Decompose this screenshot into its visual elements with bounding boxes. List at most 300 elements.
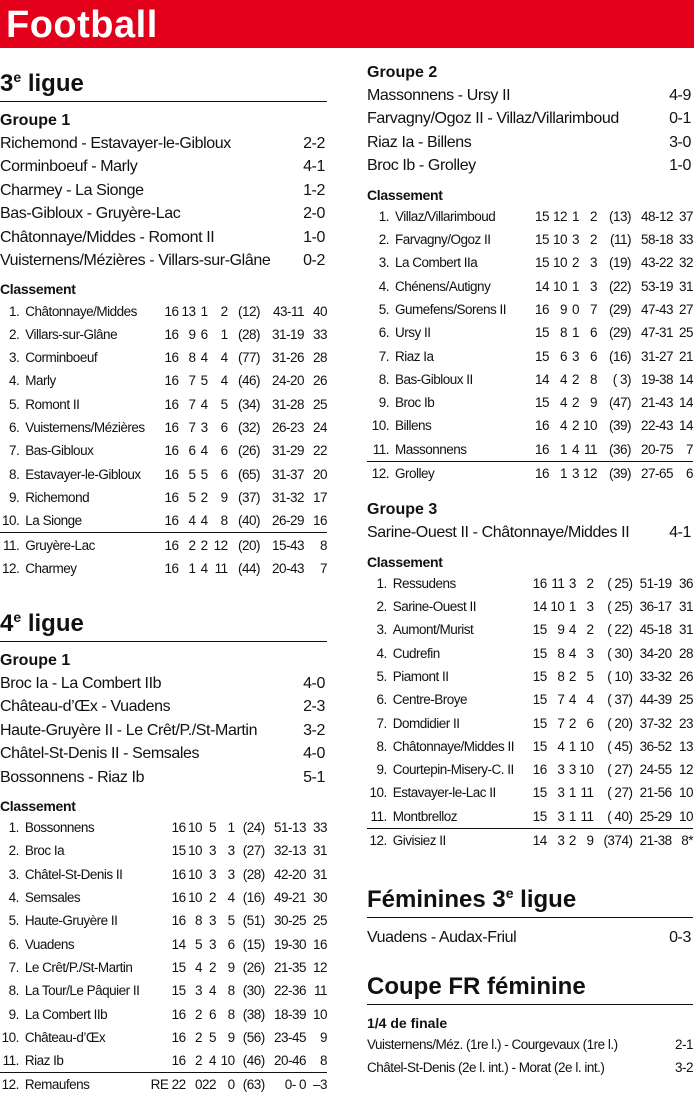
standings-cell: 16 [164,373,179,389]
standings-row [0,509,327,533]
standings-cell: Vuadens [24,936,75,952]
standings-cell: 43-22 [640,255,673,271]
standings-cell: 3. [376,622,387,638]
standings-cell: (24) [242,820,265,836]
match-row [367,154,693,177]
standings-cell: 47-43 [640,301,673,317]
standings-cell: 51-13 [273,820,306,836]
standings-cell: 1. [378,208,389,224]
standings-table [367,572,693,853]
standings-cell: 30-25 [273,913,306,929]
standings-row [0,839,327,862]
classement-title: Classement [367,186,443,203]
match-list [367,84,693,178]
standings-cell: La Tour/Le Pâquier II [24,983,140,999]
standings-cell: 3 [194,983,202,999]
standings-cell: 31-29 [271,443,304,459]
match-row [0,742,327,765]
standings-cell: 3 [557,785,565,801]
standings-row [367,205,693,228]
standings-cell: 11 [551,575,565,591]
standings-cell: 26 [312,373,327,389]
match-score: 1-2 [303,181,325,199]
standings-cell: Châtonnaye/Middes [25,303,137,319]
standings-cell: 4 [227,890,235,906]
standings-cell: 10 [552,232,567,248]
standings-cell: 15 [534,348,549,364]
standings-row [0,1002,327,1025]
match-score: 2-1 [674,1036,693,1052]
match-score: 0-1 [669,110,691,128]
standings-row [0,1026,327,1049]
standings-cell: 1 [568,599,576,615]
standings-cell: 4 [220,373,228,389]
standings-row [367,781,693,804]
standings-cell: 14 [534,278,549,294]
standings-cell: (11) [609,232,631,248]
section-title-4e-ligue: 4e ligue [0,602,327,642]
standings-cell: Centre-Broye [392,692,468,708]
match-row [367,1056,693,1079]
match-teams: Massonnens - Ursy II [367,87,511,104]
standings-cell: 9 [220,489,228,505]
match-row [0,226,327,249]
standings-row [367,391,693,414]
standings-cell: 49-21 [273,890,306,906]
standings-cell: (40) [228,509,260,533]
standings-cell: 10 [187,866,202,882]
section-title-feminines: Féminines 3e ligue [367,878,693,918]
classement-title: Classement [367,553,443,570]
match-teams: Châtel-St-Denis (2e l. int.) - Morat (2e l. int.) [367,1059,605,1075]
standings-row [0,486,327,509]
match-teams: Broc Ib - Grolley [367,157,476,175]
standings-cell: 27 [678,301,693,317]
standings-cell: 16 [164,560,179,576]
standings-cell: ( 27) [607,785,633,801]
standings-cell: 2. [376,599,387,615]
standings-row [367,251,693,274]
standings-cell: 11 [576,805,594,829]
standings-cell: 10. [0,509,19,533]
standings-row [0,346,327,369]
left-column [0,52,327,1097]
standings-cell: 15 [171,959,186,975]
standings-cell: 31 [312,843,327,859]
standings-cell: 4. [9,373,20,389]
standings-cell: 22 [201,1077,217,1093]
standings-cell: 7 [557,715,565,731]
standings-cell: 14 [171,936,186,952]
standings-cell: 14 [532,833,547,848]
match-list [367,1033,693,1079]
standings-cell: (38) [242,1006,265,1022]
standings-cell: 4 [586,692,594,708]
standings-cell: 20-75 [631,438,673,462]
standings-cell: 31-27 [640,348,673,364]
match-teams: Vuadens - Audax-Friul [367,929,517,947]
standings-cell: 48-12 [640,208,673,224]
standings-cell: 12 [582,466,597,482]
standings-cell: 3. [378,255,389,271]
standings-cell: Richemond [25,489,90,505]
standings-cell: 15 [532,738,547,754]
standings-cell: 2 [586,575,594,591]
standings-cell: 6 [188,443,196,459]
standings-cell: 26-23 [271,420,304,436]
standings-cell: (32) [238,420,261,436]
match-teams: Bas-Gibloux - Gruyère-Lac [0,205,181,223]
standings-cell: 31-26 [271,350,304,366]
classement-title: Classement [0,281,76,298]
standings-cell: 1 [549,438,567,462]
standings-cell: (13) [608,208,631,224]
standings-cell: Châtel-St-Denis II [24,866,123,882]
match-score: 4-9 [669,87,691,104]
standings-cell: 23-45 [273,1029,306,1045]
standings-cell: Estavayer-le-Lac II [392,785,496,801]
standings-cell: 16 [156,509,179,533]
standings-cell: 6. [378,325,389,341]
standings-cell: 4. [376,645,387,661]
standings-cell: 10 [187,843,202,859]
match-score: 0-2 [303,252,325,270]
group-title: Groupe 1 [0,652,71,669]
standings-cell: 5. [378,301,389,317]
match-row [367,1033,693,1056]
standings-cell: 8 [227,1006,235,1022]
standings-cell: 1 [559,466,567,482]
standings-cell: 16 [532,575,547,591]
standings-cell: 16 [171,820,186,836]
standings-cell: (44) [238,560,261,576]
standings-cell: 4 [559,371,567,387]
standings-cell: 3 [586,645,594,661]
standings-cell: 7 [557,692,565,708]
standings-cell: 25 [312,913,327,929]
standings-cell: Gruyère-Lac [25,537,95,553]
standings-cell: 6 [589,325,597,341]
standings-row [0,816,327,839]
standings-cell: 16 [164,420,179,436]
standings-cell: 7. [376,715,387,731]
standings-cell: 44-39 [639,692,672,708]
standings-cell: Charmey [25,560,77,576]
match-score: 1-0 [303,228,325,246]
standings-cell: Villars-sur-Glâne [25,326,118,342]
standings-cell: 21 [678,348,693,364]
standings-cell: 6 [685,466,693,482]
standings-row [367,438,693,462]
standings-cell: 8. [9,466,20,482]
standings-cell: Le Crêt/P./St-Martin [24,959,133,975]
standings-cell: 3 [571,232,579,248]
standings-cell: (16) [242,890,265,906]
match-row [367,84,693,107]
standings-cell: 45-18 [639,622,672,638]
standings-cell: 8. [376,738,387,754]
standings-cell: 1 [568,738,576,754]
standings-cell: 5 [188,466,196,482]
standings-cell: 4 [568,692,576,708]
match-score: 2-3 [303,698,325,716]
standings-cell: 2 [194,1029,202,1045]
standings-cell: (28) [242,866,265,882]
match-teams: Broc Ia - La Combert IIb [0,675,162,692]
standings-cell: 7 [188,420,196,436]
standings-cell: Ressudens [392,575,456,591]
standings-cell: 3 [571,466,579,482]
standings-cell: 3 [557,762,565,778]
standings-cell: 1 [200,303,208,319]
standings-cell: Châtonnaye/Middes II [392,738,515,754]
standings-cell: 3 [568,575,576,591]
standings-cell: 9. [378,395,389,411]
match-teams: Sarine-Ouest II - Châtonnaye/Middes II [367,524,630,542]
standings-cell: 16 [164,303,179,319]
banner-title: Football [6,4,158,46]
standings-cell: (29) [608,301,631,317]
standings-cell: 17 [312,489,327,505]
standings-cell: 16 [312,936,327,952]
standings-cell: 2 [220,303,228,319]
standings-cell: Courtepin-Misery-C. II [392,762,514,778]
standings-cell: 3 [568,762,576,778]
standings-cell: 7 [673,438,693,462]
standings-cell: (22) [608,278,631,294]
standings-cell: 2. [8,843,19,859]
standings-cell: 36 [678,575,693,591]
standings-table [367,205,693,486]
standings-cell: 16 [532,762,547,778]
standings-cell: 1 [568,785,576,801]
standings-cell: 8 [208,509,228,533]
standings-cell: 37 [678,208,693,224]
standings-cell: (46) [238,373,261,389]
standings-cell: 4 [202,1049,216,1073]
standings-cell: 15 [534,208,549,224]
standings-cell: 8 [589,371,597,387]
standings-cell: ( 22) [607,622,633,638]
standings-cell: 8 [559,325,567,341]
standings-cell: RE 22 [150,1077,186,1093]
standings-cell: 12 [213,537,228,553]
standings-cell: 22-43 [640,418,673,434]
standings-cell: 3 [571,348,579,364]
standings-cell: 10 [582,418,597,434]
standings-cell: 15 [532,645,547,661]
standings-cell: Riaz Ib [19,1049,151,1073]
standings-cell: ( 25) [607,599,633,615]
match-list [0,132,327,272]
standings-cell: 2 [589,208,597,224]
standings-cell: (63) [242,1077,265,1093]
standings-cell: (28) [238,326,261,342]
standings-cell: 16 [171,1006,186,1022]
standings-cell: 1 [564,805,576,829]
standings-cell: 14 [532,599,547,615]
standings-cell: 15 [524,805,547,829]
standings-cell: 7 [188,396,196,412]
standings-cell: 15 [171,843,186,859]
standings-row [0,463,327,486]
standings-cell: 9 [589,395,597,411]
classement-title: Classement [0,798,76,815]
standings-cell: Givisiez II [392,833,446,848]
standings-cell: Grolley [395,466,435,482]
standings-cell: Cudrefin [392,645,440,661]
standings-cell: Billens [395,418,432,434]
match-score: 4-1 [669,524,691,542]
standings-cell: 37-32 [639,715,672,731]
standings-cell: 10 [678,785,693,801]
standings-cell: 15 [534,232,549,248]
standings-cell: 4 [209,983,217,999]
standings-cell: 1 [188,560,196,576]
standings-cell: 58-18 [640,232,673,248]
standings-row [367,275,693,298]
standings-cell: ( 10) [607,668,633,684]
standings-cell: Bas-Gibloux II [395,371,473,387]
standings-cell: 18-39 [273,1006,306,1022]
standings-cell: 15 [532,715,547,731]
standings-cell: (36) [597,438,631,462]
standings-row [0,439,327,462]
match-teams: Charmey - La Sionge [0,181,144,199]
standings-cell: 3 [589,278,597,294]
standings-cell: 14 [678,418,693,434]
standings-cell: 22-36 [273,983,306,999]
standings-cell: 4 [195,509,207,533]
standings-cell: 28 [312,350,327,366]
standings-cell: 3 [589,255,597,271]
standings-cell: 6 [589,348,597,364]
standings-cell: Piamont II [392,668,449,684]
standings-cell: 33 [312,820,327,836]
match-row [0,672,327,695]
match-row [367,107,693,130]
standings-cell: 14 [678,371,693,387]
standings-cell: 2 [568,833,576,848]
standings-cell: 2 [209,890,217,906]
standings-cell: ( 45) [607,738,633,754]
standings-cell: 16 [534,301,549,317]
standings-cell: 11 [313,983,327,999]
match-teams: Châtonnaye/Middes - Romont II [0,228,215,246]
standings-cell: 19-38 [640,371,673,387]
standings-cell: 16 [171,1029,186,1045]
standings-cell: 16 [534,466,549,482]
group-title: Groupe 2 [367,64,438,81]
standings-cell: 5 [209,820,217,836]
standings-cell: 36-52 [639,738,672,754]
standings-cell: 31 [678,599,693,615]
standings-cell: 2 [568,668,576,684]
match-list [367,521,693,544]
standings-cell: 0 [571,301,579,317]
standings-cell: (51) [242,913,265,929]
standings-cell: 10 [187,890,202,906]
standings-cell: 3 [586,599,594,615]
standings-row [0,886,327,909]
match-row [367,521,693,544]
standings-row [0,533,327,557]
match-teams: Châtel-St-Denis II - Semsales [0,745,200,763]
standings-row [0,979,327,1002]
match-row [367,926,693,949]
standings-cell: 14 [678,395,693,411]
standings-cell: 8 [557,645,565,661]
standings-cell: 1 [571,278,579,294]
standings-cell: 2 [589,232,597,248]
standings-cell: 5. [376,668,387,684]
standings-cell: 5 [194,936,202,952]
standings-cell: 6 [586,715,594,731]
standings-row [367,298,693,321]
standings-cell: 0 [194,1077,202,1093]
standings-cell: 4. [378,278,389,294]
standings-cell: 5. [9,396,20,412]
standings-cell: 16 [171,890,186,906]
standings-cell: 16 [164,396,179,412]
standings-cell: 28 [678,645,693,661]
standings-cell: 16 [164,350,179,366]
standings-table [0,816,327,1097]
standings-cell: 6 [559,348,567,364]
standings-cell: 21-56 [639,785,672,801]
standings-cell: 10 [579,762,594,778]
standings-cell: 31 [678,278,693,294]
standings-cell: 10. [369,785,387,801]
standings-cell: 31 [678,622,693,638]
match-teams: Corminboeuf - Marly [0,158,138,176]
standings-cell: 10 [552,255,567,271]
standings-cell: 1 [220,326,228,342]
standings-row [0,393,327,416]
standings-cell: Estavayer-le-Gibloux [25,466,141,482]
standings-cell: Haute-Gruyère II [24,913,118,929]
standings-cell: 6. [376,692,387,708]
standings-cell: 12. [1,1077,19,1093]
standings-cell: La Combert IIb [24,1006,108,1022]
match-teams: Château-d’Œx - Vuadens [0,698,171,716]
standings-cell: 9 [319,1029,327,1045]
standings-cell: 11 [580,785,594,801]
standings-cell: 7. [8,959,19,975]
match-list [0,672,327,789]
match-row [0,695,327,718]
standings-cell: 6 [200,326,208,342]
standings-row [0,369,327,392]
standings-cell: ( 27) [607,762,633,778]
standings-cell: 31-37 [271,466,304,482]
standings-cell: 4 [194,959,202,975]
standings-cell: 5 [586,668,594,684]
standings-cell: 34-20 [639,645,672,661]
standings-cell: 3 [547,805,565,829]
standings-cell: ( 20) [607,715,633,731]
standings-cell: 9 [227,959,235,975]
standings-cell: 2 [586,622,594,638]
standings-row [367,711,693,734]
round-title: 1/4 de finale [367,1014,448,1031]
standings-cell: 10 [579,738,594,754]
standings-cell: 7. [378,348,389,364]
standings-cell: 24-20 [271,373,304,389]
standings-cell: 10. [1,1029,19,1045]
standings-cell: 4 [568,645,576,661]
standings-cell: 6. [8,936,19,952]
